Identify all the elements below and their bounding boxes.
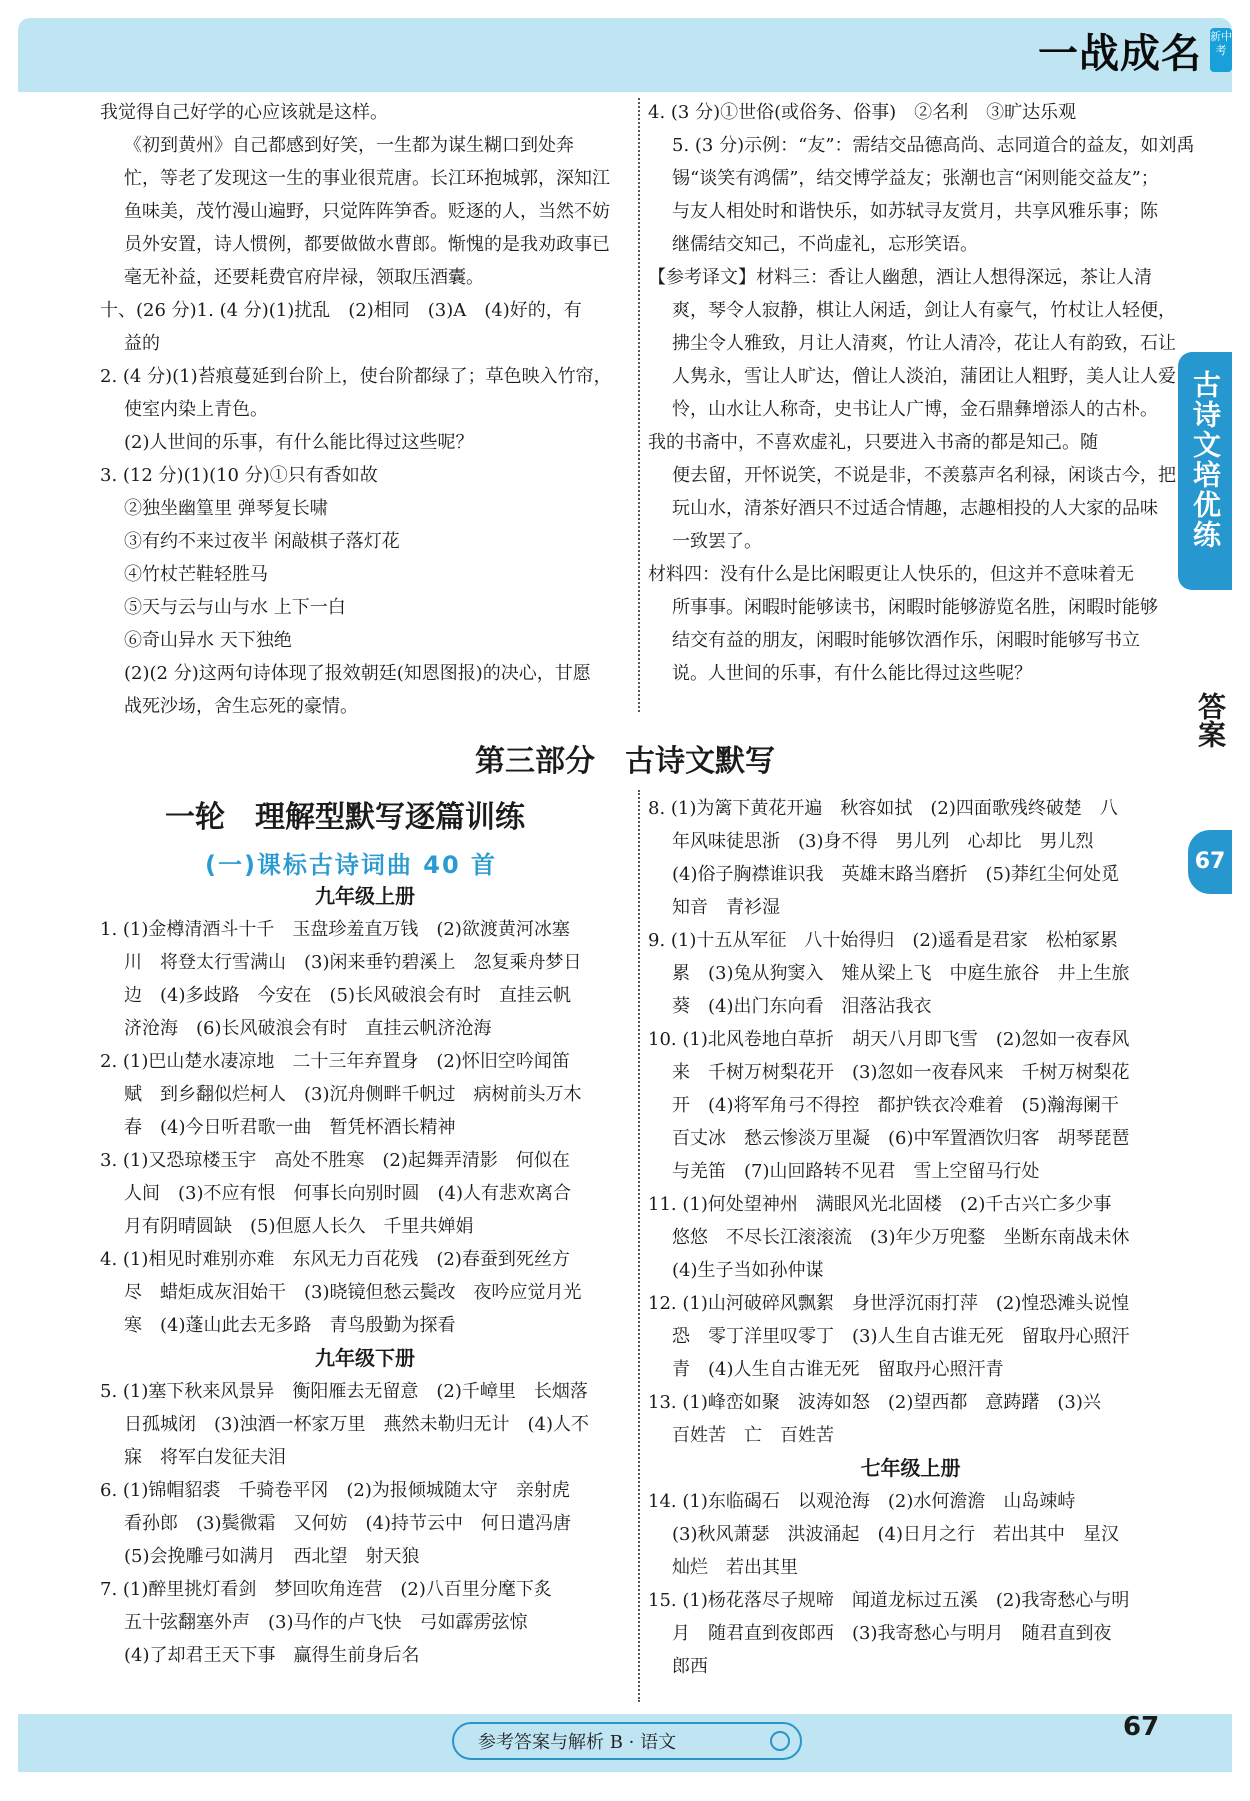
section-title: 第三部分 古诗文默写	[475, 744, 775, 779]
answer-item: 3. (1)又恐琼楼玉宇 高处不胜寒 (2)起舞弄清影 何似在	[100, 1150, 570, 1171]
answer-line: 五十弦翻塞外声 (3)马作的卢飞快 弓如霹雳弦惊	[124, 1612, 528, 1633]
text-line: 拂尘令人雅致，月让人清爽，竹让人清冷，花让人有韵致，石让	[672, 333, 1176, 354]
text-line: 2. (4 分)(1)苔痕蔓延到台阶上，使台阶都绿了；草色映入竹帘，	[100, 366, 612, 387]
text-line: 5. (3 分)示例：“友”：需结交品德高尚、志同道合的益友，如刘禹	[672, 135, 1195, 156]
grade-heading: 九年级上册	[315, 884, 415, 908]
text-line: (2)(2 分)这两句诗体现了报效朝廷(知恩图报)的决心，甘愿	[124, 663, 591, 684]
answer-line: 尽 蜡炬成灰泪始干 (3)晓镜但愁云鬓改 夜吟应觉月光	[124, 1282, 582, 1303]
answer-line: 边 (4)多歧路 今安在 (5)长风破浪会有时 直挂云帆	[124, 985, 571, 1006]
text-line: 与友人相处时和谐快乐，如苏轼寻友赏月，共享风雅乐事；陈	[672, 201, 1158, 222]
text-line: 【参考译文】材料三：香让人幽憩，酒让人想得深远，茶让人清	[648, 267, 1152, 288]
answer-line: 济沧海 (6)长风破浪会有时 直挂云帆济沧海	[124, 1018, 492, 1039]
text-line: 怜，山水让人称奇，史书让人广博，金石鼎彝增添人的古朴。	[672, 399, 1158, 420]
answer-line: 春 (4)今日听君歌一曲 暂凭杯酒长精神	[124, 1117, 456, 1138]
brand-logo: 一战成名	[1038, 31, 1202, 77]
answer-line: 月 随君直到夜郎西 (3)我寄愁心与明月 随君直到夜	[672, 1623, 1112, 1644]
answer-line: (4)了却君王天下事 赢得生前身后名	[124, 1645, 420, 1666]
text-line: 继儒结交知己，不尚虚礼，忘形笑语。	[672, 234, 978, 255]
answer-item: 12. (1)山河破碎风飘絮 身世浮沉雨打萍 (2)惶恐滩头说惶	[648, 1293, 1130, 1314]
answer-item: 5. (1)塞下秋来风景异 衡阳雁去无留意 (2)千嶂里 长烟落	[100, 1381, 588, 1402]
text-line: 我觉得自己好学的心应该就是这样。	[100, 102, 388, 123]
bottom-right-column	[648, 792, 1173, 1683]
text-line: ⑥奇山异水 天下独绝	[124, 630, 292, 651]
brand-badge: 新中考	[1210, 28, 1232, 72]
answer-line: (3)秋风萧瑟 洪波涌起 (4)日月之行 若出其中 星汉	[672, 1524, 1119, 1545]
text-line: 4. (3 分)①世俗(或俗务、俗事) ②名利 ③旷达乐观	[648, 102, 1077, 123]
bottom-left-column	[100, 880, 630, 1672]
answer-item: 8. (1)为篱下黄花开遍 秋容如拭 (2)四面歌残终破楚 八	[648, 798, 1118, 819]
column-divider-top	[638, 98, 640, 712]
magnifier-icon	[770, 1731, 790, 1751]
text-line: 锡“谈笑有鸿儒”，结交博学益友；张潮也言“闲则能交益友”；	[672, 168, 1159, 189]
side-tab-label: 古诗文培优练	[1189, 370, 1222, 550]
answer-line: 恐 零丁洋里叹零丁 (3)人生自古谁无死 留取丹心照汗	[672, 1326, 1130, 1347]
answer-line: 百姓苦 亡 百姓苦	[672, 1425, 834, 1446]
answer-line: (5)会挽雕弓如满月 西北望 射天狼	[124, 1546, 420, 1567]
text-line: 《初到黄州》自己都感到好笑，一生都为谋生糊口到处奔	[124, 135, 574, 156]
grade-heading: 七年级上册	[860, 1456, 961, 1480]
answer-line: 赋 到乡翻似烂柯人 (3)沉舟侧畔千帆过 病树前头万木	[124, 1084, 582, 1105]
answer-line: 悠悠 不尽长江滚滚流 (3)年少万兜鍪 坐断东南战未休	[672, 1227, 1130, 1248]
answer-line: 看孙郎 (3)鬓微霜 又何妨 (4)持节云中 何日遣冯唐	[124, 1513, 571, 1534]
answer-line: 与羌笛 (7)山回路转不见君 雪上空留马行处	[672, 1161, 1040, 1182]
text-line: ⑤天与云与山与水 上下一白	[124, 597, 346, 618]
answer-line: 年风味徒思浙 (3)身不得 男儿列 心却比 男儿烈	[672, 831, 1094, 852]
text-line: 忙，等老了发现这一生的事业很荒唐。长江环抱城郭，深知江	[124, 168, 610, 189]
answer-item: 11. (1)何处望神州 满眼风光北固楼 (2)千古兴亡多少事	[648, 1194, 1112, 1215]
text-line: ②独坐幽篁里 弹琴复长啸	[124, 498, 328, 519]
text-line: 十、(26 分)1. (4 分)(1)扰乱 (2)相同 (3)A (4)好的，有	[100, 300, 582, 321]
text-line: 员外安置，诗人惯例，都要做做水曹郎。惭愧的是我劝政事已	[124, 234, 610, 255]
answer-item: 4. (1)相见时难别亦难 东风无力百花残 (2)春蚕到死丝方	[100, 1249, 570, 1270]
top-right-column	[648, 96, 1195, 690]
text-line: 鱼味美，茂竹漫山遍野，只觉阵阵笋香。贬逐的人，当然不妨	[124, 201, 610, 222]
side-tab[interactable]	[1178, 352, 1232, 590]
text-line: 3. (12 分)(1)(10 分)①只有香如故	[100, 465, 378, 486]
text-line: 便去留，开怀说笑，不说是非，不羡慕声名利禄，闲谈古今，把	[672, 465, 1176, 486]
answer-item: 9. (1)十五从军征 八十始得归 (2)遥看是君家 松柏冢累	[648, 930, 1118, 951]
side-page-number: 67	[1188, 830, 1232, 894]
top-left-column	[100, 96, 630, 723]
answer-item: 15. (1)杨花落尽子规啼 闻道龙标过五溪 (2)我寄愁心与明	[648, 1590, 1130, 1611]
answer-line: (4)俗子胸襟谁识我 英雄末路当磨折 (5)莽红尘何处觅	[672, 864, 1119, 885]
answer-item: 10. (1)北风卷地白草折 胡天八月即飞雪 (2)忽如一夜春风	[648, 1029, 1130, 1050]
answer-item: 6. (1)锦帽貂裘 千骑卷平冈 (2)为报倾城随太守 亲射虎	[100, 1480, 570, 1501]
side-answer-label: 答案	[1194, 692, 1227, 748]
text-line: 毫无补益，还要耗费官府岸禄，领取压酒囊。	[124, 267, 484, 288]
answer-line: 青 (4)人生自古谁无死 留取丹心照汗青	[672, 1359, 1004, 1380]
text-line: 爽，琴令人寂静，棋让人闲适，剑让人有豪气，竹杖让人轻便，	[672, 300, 1176, 321]
round-title: 一轮 理解型默写逐篇训练	[165, 800, 525, 835]
sub-title: (一)课标古诗词曲 40 首	[205, 851, 498, 879]
answer-item: 13. (1)峰峦如聚 波涛如怒 (2)望西都 意踌躇 (3)兴	[648, 1392, 1101, 1413]
footer-text: 参考答案与解析 B · 语文	[478, 1732, 677, 1753]
answer-line: 累 (3)兔从狗窦入 雉从梁上飞 中庭生旅谷 井上生旅	[672, 963, 1130, 984]
text-line: 材料四：没有什么是比闲暇更让人快乐的，但这并不意味着无	[648, 564, 1134, 585]
answer-line: 寐 将军白发征夫泪	[124, 1447, 286, 1468]
answer-line: 川 将登太行雪满山 (3)闲来垂钓碧溪上 忽复乘舟梦日	[124, 952, 582, 973]
text-line: 使室内染上青色。	[124, 399, 268, 420]
answer-item: 2. (1)巴山楚水凄凉地 二十三年弃置身 (2)怀旧空吟闻笛	[100, 1051, 570, 1072]
answer-line: 葵 (4)出门东向看 泪落沾我衣	[672, 996, 932, 1017]
text-line: (2)人世间的乐事，有什么能比得过这些呢？	[124, 432, 474, 453]
answer-item: 7. (1)醉里挑灯看剑 梦回吹角连营 (2)八百里分麾下炙	[100, 1579, 552, 1600]
answer-item: 14. (1)东临碣石 以观沧海 (2)水何澹澹 山岛竦峙	[648, 1491, 1076, 1512]
answer-line: 人间 (3)不应有恨 何事长向别时圆 (4)人有悲欢离合	[124, 1183, 571, 1204]
answer-line: 日孤城闭 (3)浊酒一杯家万里 燕然未勒归无计 (4)人不	[124, 1414, 589, 1435]
answer-line: 灿烂 若出其里	[672, 1557, 798, 1578]
text-line: 一致罢了。	[672, 531, 762, 552]
answer-item: 1. (1)金樽清酒斗十千 玉盘珍羞直万钱 (2)欲渡黄河冰塞	[100, 919, 570, 940]
footer-page-number: 67	[1123, 1712, 1160, 1742]
answer-line: 月有阴晴圆缺 (5)但愿人长久 千里共婵娟	[124, 1216, 474, 1237]
answer-line: 知音 青衫湿	[672, 897, 780, 918]
answer-line: 寒 (4)蓬山此去无多路 青鸟殷勤为探看	[124, 1315, 456, 1336]
text-line: 益的	[124, 333, 160, 354]
text-line: 结交有益的朋友，闲暇时能够饮酒作乐，闲暇时能够写书立	[672, 630, 1140, 651]
answer-line: 来 千树万树梨花开 (3)忽如一夜春风来 千树万树梨花	[672, 1062, 1130, 1083]
text-line: 我的书斋中，不喜欢虚礼，只要进入书斋的都是知己。随	[648, 432, 1098, 453]
text-line: 战死沙场，舍生忘死的豪情。	[124, 696, 358, 717]
answer-line: (4)生子当如孙仲谋	[672, 1260, 824, 1281]
text-line: 玩山水，清茶好酒只不过适合情趣，志趣相投的人大家的品味	[672, 498, 1158, 519]
answer-line: 郎西	[672, 1656, 708, 1677]
text-line: 所事事。闲暇时能够读书，闲暇时能够游览名胜，闲暇时能够	[672, 597, 1158, 618]
answer-line: 百丈冰 愁云惨淡万里凝 (6)中军置酒饮归客 胡琴琵琶	[672, 1128, 1130, 1149]
text-line: ③有约不来过夜半 闲敲棋子落灯花	[124, 531, 400, 552]
text-line: 说。人世间的乐事，有什么能比得过这些呢？	[672, 663, 1032, 684]
text-line: 人隽永，雪让人旷达，僧让人淡泊，蒲团让人粗野，美人让人爱	[672, 366, 1176, 387]
answer-line: 开 (4)将军角弓不得控 都护铁衣冷难着 (5)瀚海阑干	[672, 1095, 1119, 1116]
text-line: ④竹杖芒鞋轻胜马	[124, 564, 268, 585]
column-divider-bottom	[638, 790, 640, 1702]
grade-heading: 九年级下册	[315, 1346, 415, 1370]
